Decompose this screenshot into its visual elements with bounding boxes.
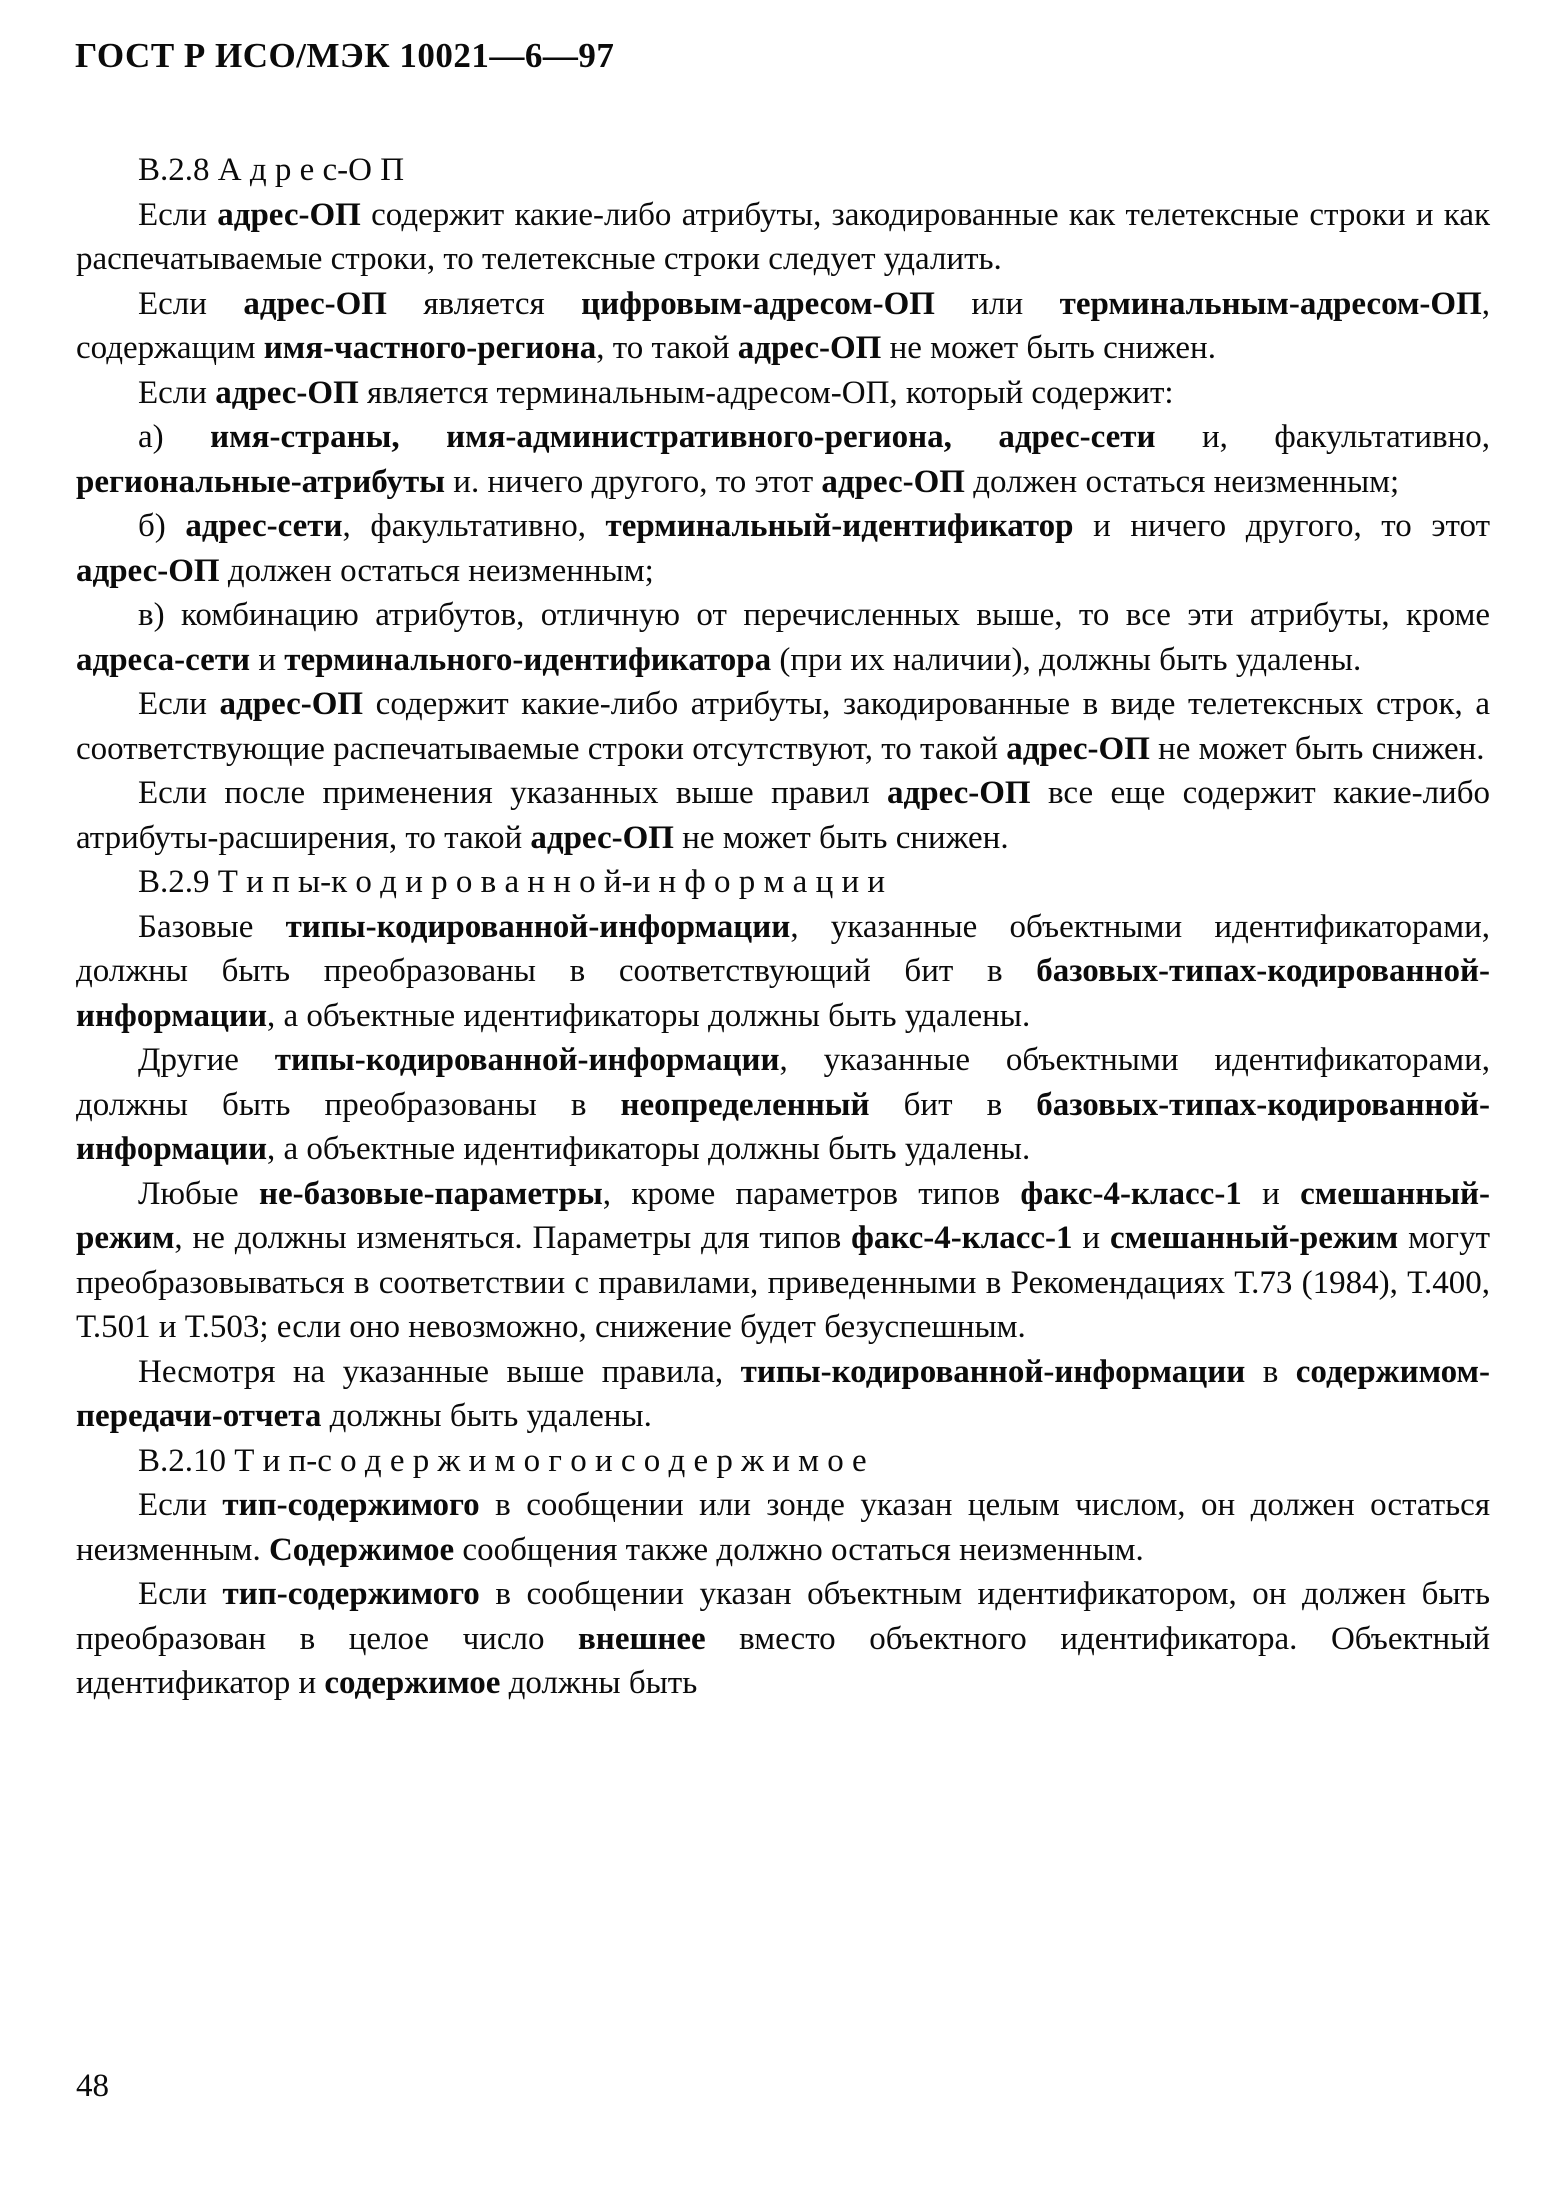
paragraph: в) комбинацию атрибутов, отличную от перечисленных выше, то все эти атрибуты, кроме адреса-сети и терминального-идентификатора (при их наличии), должны быть удалены. [76,597,1490,678]
document-header: ГОСТ Р ИСО/МЭК 10021—6—97 [75,36,615,75]
paragraph: Несмотря на указанные выше правила, типы-кодированной-информации в содержимом-передачи-отчета должны быть удалены. [76,1353,1490,1434]
paragraph: Если после применения указанных выше правил адрес-ОП все еще содержит какие-либо атрибуты-расширения, то такой адрес-ОП не может быть снижен. [76,775,1491,856]
paragraph: Если адрес-ОП является цифровым-адресом-ОП или терминальным-адресом-ОП, содержащим имя-частного-региона, то такой адрес-ОП не может быть снижен. [76,285,1490,366]
document-content [76,148,1490,1706]
paragraph: Другие типы-кодированной-информации, указанные объектными идентификаторами, должны быть преобразованы в неопределенный бит в базовых-типах-кодированной-информации, а объектные идентификаторы должны быть удалены. [76,1042,1491,1167]
section-heading: В.2.9 Т и п ы-к о д и р о в а н н о й-и н ф о р м а ц и и [138,864,886,900]
section-heading: В.2.10 Т и п-с о д е р ж и м о г о и с о д е р ж и м о е [138,1442,867,1479]
paragraph: а) имя-страны, имя-административного-региона, адрес-сети и, факультативно, региональные-атрибуты и. ничего другого, то этот адрес-ОП должен остаться неизменным; [76,419,1490,500]
paragraph: Если адрес-ОП является терминальным-адресом-ОП, который содержит: [138,374,1174,411]
paragraph: Если адрес-ОП содержит какие-либо атрибуты, закодированные как телетексные строки и как распечатываемые строки, то телетексные строки следует удалить. [76,196,1491,277]
paragraph: Если тип-содержимого в сообщении указан объектным идентификатором, он должен быть преобразован в целое число внешнее вместо объектного идентификатора. Объектный идентификатор и содержимое должны быть [76,1576,1491,1701]
section-heading: В.2.8 А д р е с-О П [138,152,405,188]
paragraph: Любые не-базовые-параметры, кроме параметров типов факс-4-класс-1 и смешанный-режим, не должны изменяться. Параметры для типов факс-4-класс-1 и смешанный-режим могут преобразовываться в соответствии с правилами, приведенными в Рекомендациях Т.73 (1984), Т.400, Т.501 и Т.503; если оно невозможно, снижение будет безуспешным. [76,1175,1491,1345]
paragraph: б) адрес-сети, факультативно, терминальный-идентификатор и ничего другого, то этот адрес-ОП должен остаться неизменным; [76,508,1490,589]
page-number: 48 [76,2068,109,2104]
paragraph: Если адрес-ОП содержит какие-либо атрибуты, закодированные в виде телетексных строк, а соответствующие распечатываемые строки отсутствуют, то такой адрес-ОП не может быть снижен. [76,686,1490,767]
paragraph: Базовые типы-кодированной-информации, указанные объектными идентификаторами, должны быть преобразованы в соответствующий бит в базовых-типах-кодированной-информации, а объектные идентификаторы должны быть удалены. [76,908,1490,1034]
paragraph: Если тип-содержимого в сообщении или зонде указан целым числом, он должен остаться неизменным. Содержимое сообщения также должно остаться неизменным. [76,1487,1490,1568]
